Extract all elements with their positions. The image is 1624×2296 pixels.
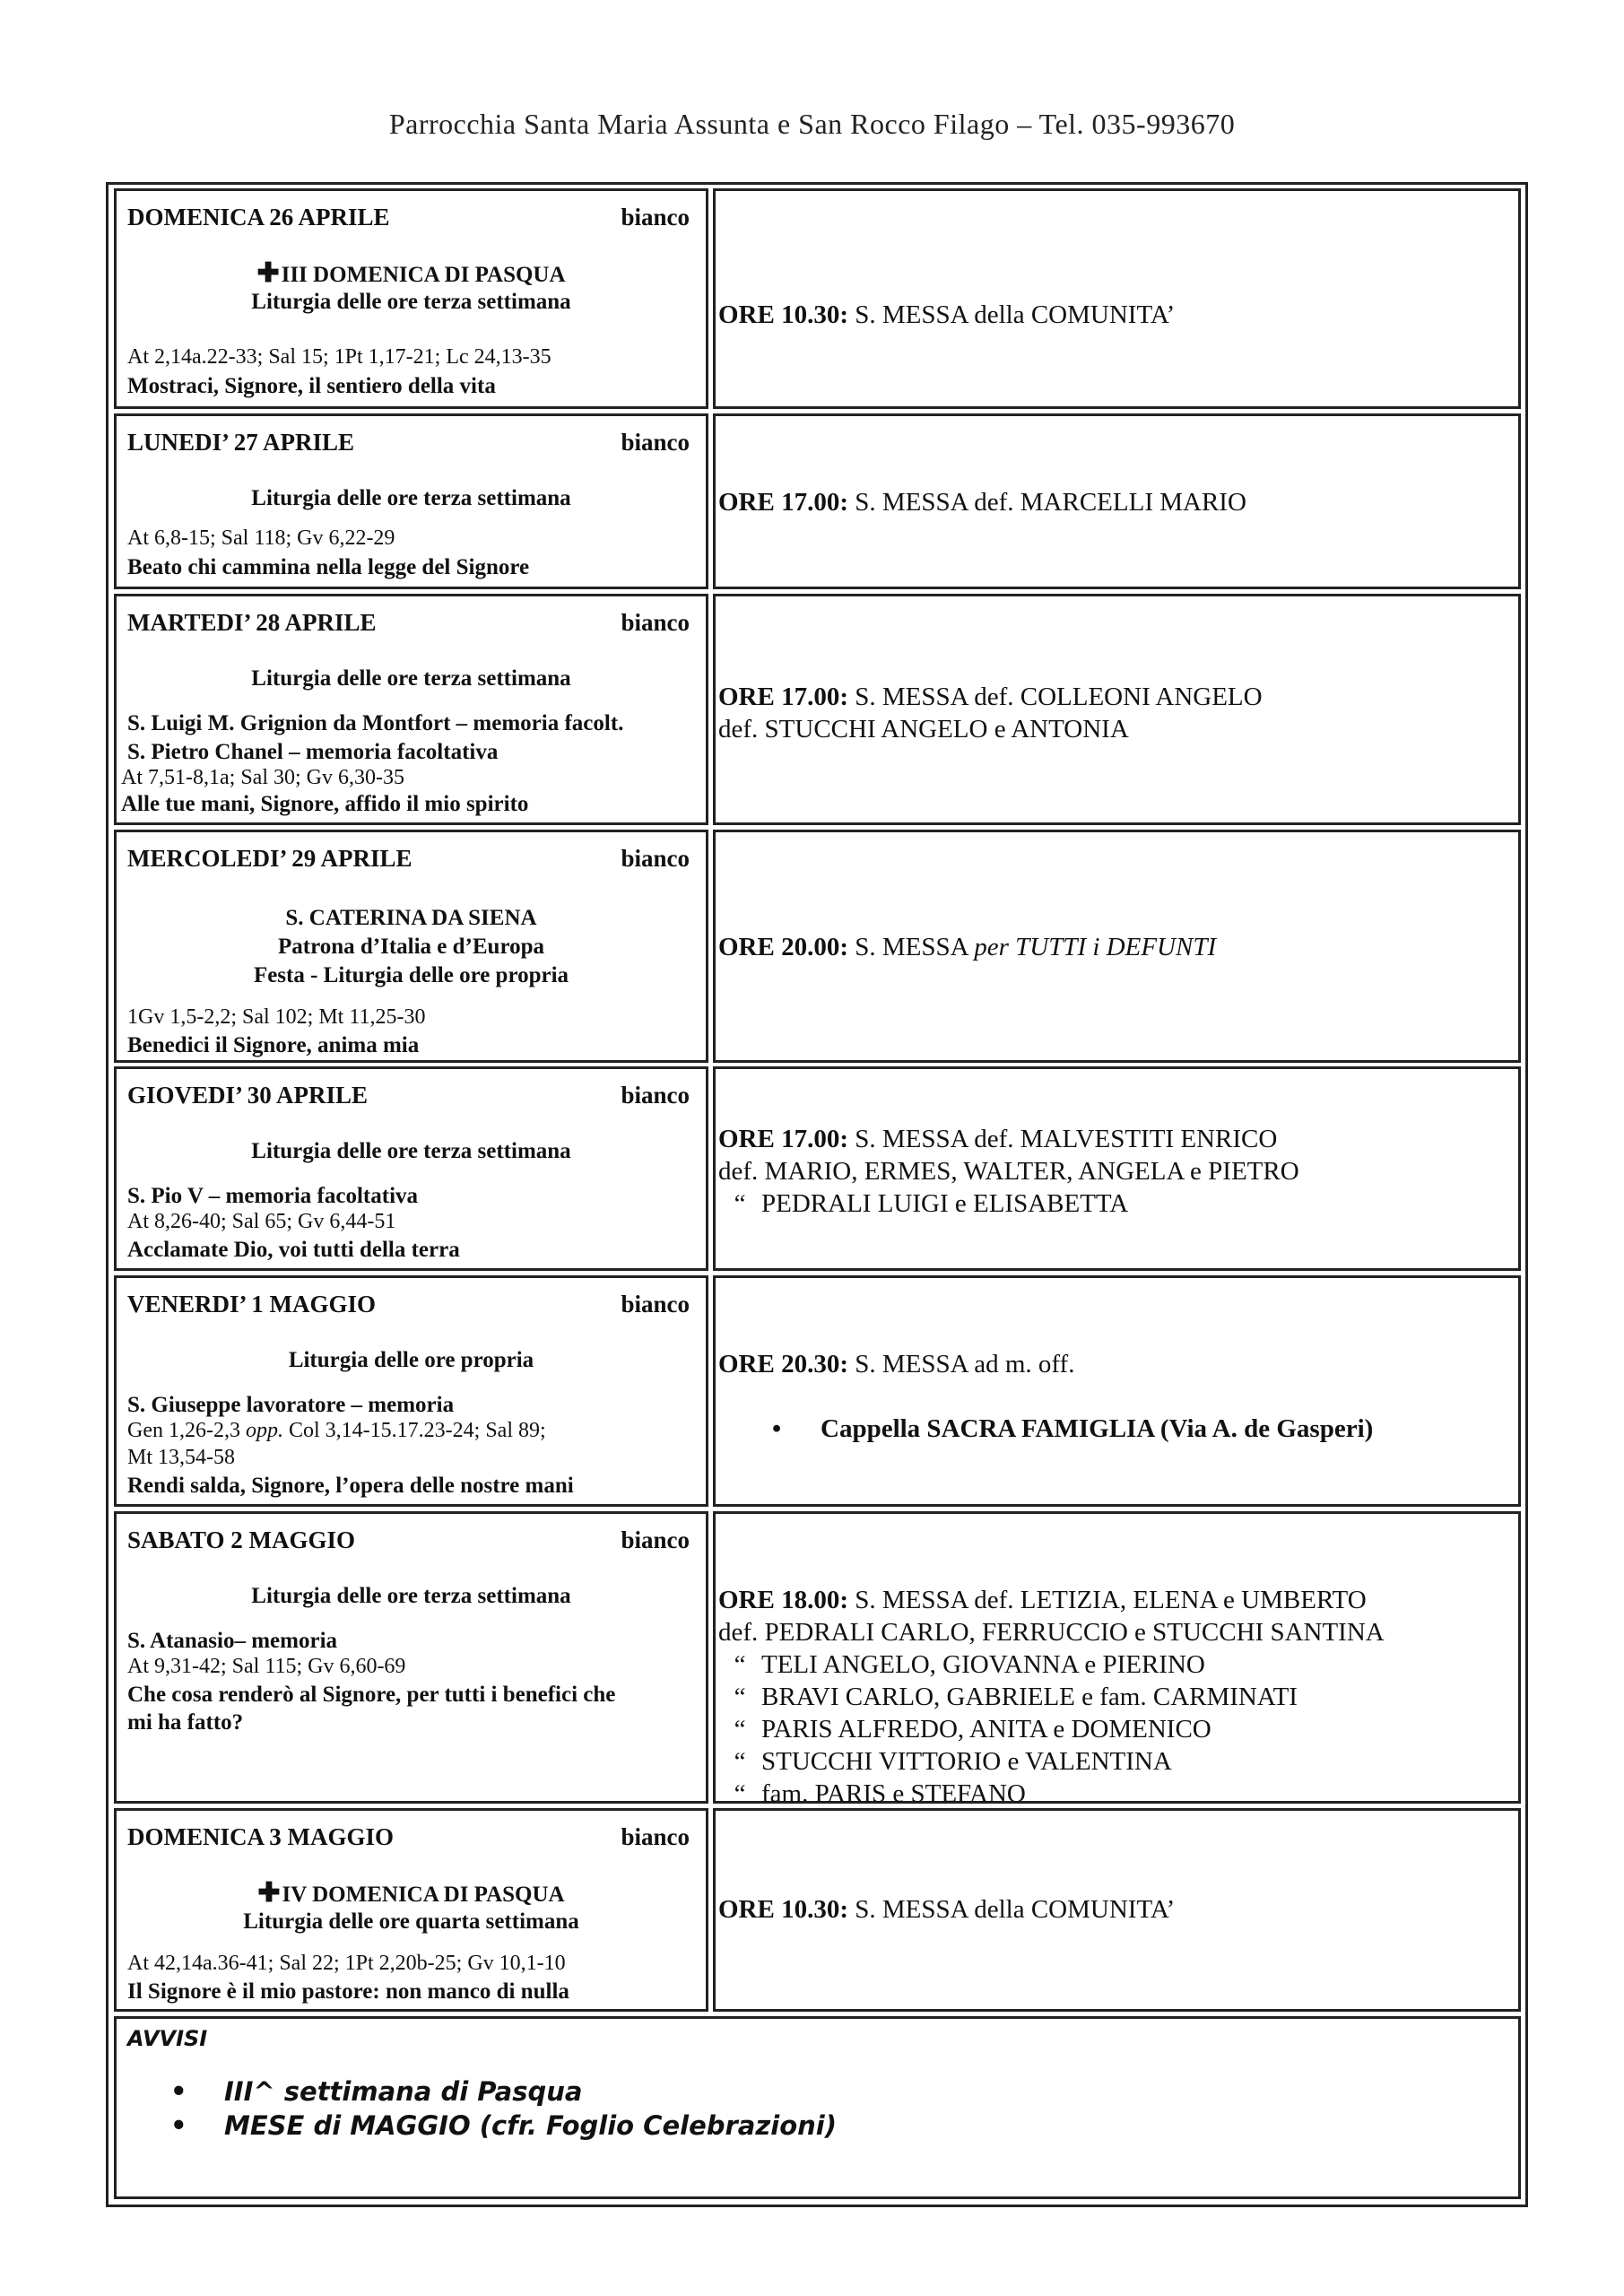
day-title: LUNEDI’ 27 APRILE — [127, 429, 355, 456]
list-item: • MESE di MAGGIO (cfr. Foglio Celebrazioni) — [170, 2110, 837, 2141]
liturgical-color: bianco — [621, 609, 690, 636]
day-title: SABATO 2 MAGGIO — [127, 1526, 356, 1553]
memorial: S. Giuseppe lavoratore – memoria — [127, 1393, 455, 1417]
day-liturgy-cell — [114, 188, 708, 409]
memorial: S. Pietro Chanel – memoria facoltativa — [127, 740, 499, 764]
day-liturgy-cell — [114, 413, 708, 589]
mass-cell — [713, 413, 1521, 589]
ditto-mark: “ — [734, 1189, 746, 1218]
psalm-response: Beato chi cammina nella legge del Signore — [127, 555, 530, 579]
psalm-response: Benedici il Signore, anima mia — [127, 1033, 420, 1057]
psalm-response: Il Signore è il mio pastore: non manco di nulla — [127, 1979, 569, 2004]
liturgy-hours: Liturgia delle ore terza settimana — [251, 666, 571, 691]
day-liturgy-cell — [114, 1066, 708, 1271]
mass-time: ORE 10.30: — [718, 300, 848, 329]
bullet-icon: • — [772, 1414, 782, 1443]
mass-cell — [713, 188, 1521, 409]
mass-time: ORE 20.30: — [718, 1350, 848, 1378]
bullet-icon: • — [170, 2110, 187, 2141]
ditto-mark: “ — [734, 1715, 746, 1744]
liturgy-hours: Liturgia delle ore quarta settimana — [243, 1909, 579, 1934]
readings: At 2,14a.22-33; Sal 15; 1Pt 1,17-21; Lc 24,13-35 — [127, 345, 551, 369]
mass-description: S. MESSA def. LETIZIA, ELENA e UMBERTO — [848, 1586, 1367, 1614]
mass-cell — [713, 830, 1521, 1063]
feast-title: III DOMENICA DI PASQUA — [281, 263, 566, 287]
psalm-response: Che cosa renderò al Signore, per tutti i benefici che — [127, 1683, 616, 1707]
day-title: MERCOLEDI’ 29 APRILE — [127, 845, 413, 872]
psalm-response: Mostraci, Signore, il sentiero della vita — [127, 374, 496, 398]
liturgical-color: bianco — [621, 1526, 690, 1553]
mass-description: S. MESSA della COMUNITA’ — [848, 300, 1176, 329]
mass-time: ORE 17.00: — [718, 1125, 848, 1153]
readings: At 8,26-40; Sal 65; Gv 6,44-51 — [127, 1210, 396, 1233]
feast-title: S. CATERINA DA SIENA — [285, 906, 537, 930]
readings: At 7,51-8,1a; Sal 30; Gv 6,30-35 — [121, 766, 404, 789]
liturgy-hours: Liturgia delle ore propria — [288, 1348, 534, 1372]
mass-description: S. MESSA ad m. off. — [848, 1350, 1075, 1378]
liturgy-hours: Festa - Liturgia delle ore propria — [253, 963, 569, 987]
mass-cell — [713, 1808, 1521, 2012]
bullet-icon: • — [170, 2076, 187, 2107]
memorial: S. Pio V – memoria facoltativa — [127, 1184, 419, 1208]
mass-intention: PARIS ALFREDO, ANITA e DOMENICO — [761, 1715, 1211, 1744]
ditto-mark: “ — [734, 1650, 746, 1679]
readings: Mt 13,54-58 — [127, 1446, 235, 1469]
mass-location: Cappella SACRA FAMIGLIA (Via A. de Gasperi) — [821, 1414, 1374, 1443]
mass-intention: TELI ANGELO, GIOVANNA e PIERINO — [761, 1650, 1205, 1679]
readings: At 9,31-42; Sal 115; Gv 6,60-69 — [127, 1655, 406, 1678]
mass-intention: STUCCHI VITTORIO e VALENTINA — [761, 1747, 1172, 1776]
notices-list — [170, 2074, 837, 2143]
mass-description: S. MESSA def. COLLEONI ANGELO — [848, 683, 1263, 711]
day-liturgy-cell — [114, 1808, 708, 2012]
liturgical-color: bianco — [621, 845, 690, 872]
liturgy-hours: Liturgia delle ore terza settimana — [251, 290, 571, 314]
readings: Gen 1,26-2,3 opp. Col 3,14-15.17.23-24; Sal 89; — [127, 1419, 546, 1442]
feast-title: IV DOMENICA DI PASQUA — [282, 1883, 565, 1907]
readings: At 42,14a.36-41; Sal 22; 1Pt 2,20b-25; Gv 10,1-10 — [127, 1952, 566, 1975]
day-title: GIOVEDI’ 30 APRILE — [127, 1082, 369, 1109]
mass-intention: fam. PARIS e STEFANO — [761, 1779, 1026, 1808]
cross-icon: ✚ — [256, 258, 280, 288]
liturgy-hours: Liturgia delle ore terza settimana — [251, 1139, 571, 1163]
mass-intention: per TUTTI i DEFUNTI — [974, 933, 1217, 961]
day-liturgy-cell — [114, 830, 708, 1063]
ditto-mark: “ — [734, 1779, 746, 1808]
memorial: S. Luigi M. Grignion da Montfort – memoria facolt. — [127, 711, 624, 735]
day-title: DOMENICA 3 MAGGIO — [127, 1823, 394, 1850]
ditto-mark: “ — [734, 1747, 746, 1776]
mass-cell — [713, 1066, 1521, 1271]
mass-description: S. MESSA def. MARCELLI MARIO — [848, 488, 1246, 517]
liturgy-hours: Liturgia delle ore terza settimana — [251, 1584, 571, 1608]
psalm-response: Alle tue mani, Signore, affido il mio spirito — [121, 792, 529, 816]
mass-description: S. MESSA — [848, 933, 975, 961]
mass-intention: def. PEDRALI CARLO, FERRUCCIO e STUCCHI SANTINA — [718, 1618, 1385, 1647]
day-liturgy-cell — [114, 1511, 708, 1804]
notices-box — [114, 2016, 1521, 2199]
readings: 1Gv 1,5-2,2; Sal 102; Mt 11,25-30 — [127, 1005, 426, 1029]
mass-time: ORE 17.00: — [718, 488, 848, 517]
liturgical-color: bianco — [621, 204, 690, 230]
mass-description: S. MESSA della COMUNITA’ — [848, 1895, 1176, 1924]
parish-header: Parrocchia Santa Maria Assunta e San Rocco Filago – Tel. 035-993670 — [388, 108, 1236, 140]
day-title: MARTEDI’ 28 APRILE — [127, 609, 377, 636]
day-liturgy-cell — [114, 1275, 708, 1507]
liturgical-color: bianco — [621, 1291, 690, 1318]
mass-intention: def. STUCCHI ANGELO e ANTONIA — [718, 715, 1129, 744]
mass-description: S. MESSA def. MALVESTITI ENRICO — [848, 1125, 1278, 1153]
liturgical-color: bianco — [621, 1082, 690, 1109]
cross-icon: ✚ — [257, 1878, 281, 1908]
mass-cell — [713, 594, 1521, 825]
mass-intention: def. MARIO, ERMES, WALTER, ANGELA e PIETRO — [718, 1157, 1299, 1186]
notices-title: AVVISI — [127, 2026, 208, 2051]
mass-intention: BRAVI CARLO, GABRIELE e fam. CARMINATI — [761, 1683, 1298, 1711]
mass-cell — [713, 1275, 1521, 1507]
mass-time: ORE 18.00: — [718, 1586, 848, 1614]
psalm-response: Acclamate Dio, voi tutti della terra — [127, 1238, 460, 1262]
mass-time: ORE 10.30: — [718, 1895, 848, 1924]
day-liturgy-cell — [114, 594, 708, 825]
memorial: S. Atanasio– memoria — [127, 1629, 338, 1653]
psalm-response: Rendi salda, Signore, l’opera delle nostre mani — [127, 1474, 574, 1498]
liturgical-color: bianco — [621, 1823, 690, 1850]
ditto-mark: “ — [734, 1683, 746, 1711]
mass-intention: PEDRALI LUIGI e ELISABETTA — [761, 1189, 1129, 1218]
mass-cell — [713, 1511, 1521, 1808]
list-item: • III^ settimana di Pasqua — [170, 2076, 583, 2107]
liturgical-color: bianco — [621, 429, 690, 456]
mass-time: ORE 17.00: — [718, 683, 848, 711]
psalm-response: mi ha fatto? — [127, 1710, 244, 1735]
readings: At 6,8-15; Sal 118; Gv 6,22-29 — [127, 526, 395, 550]
day-title: DOMENICA 26 APRILE — [127, 204, 390, 230]
mass-time: ORE 20.00: — [718, 933, 848, 961]
day-title: VENERDI’ 1 MAGGIO — [127, 1291, 377, 1318]
feast-subtitle: Patrona d’Italia e d’Europa — [277, 935, 545, 959]
liturgy-hours: Liturgia delle ore terza settimana — [251, 486, 571, 510]
